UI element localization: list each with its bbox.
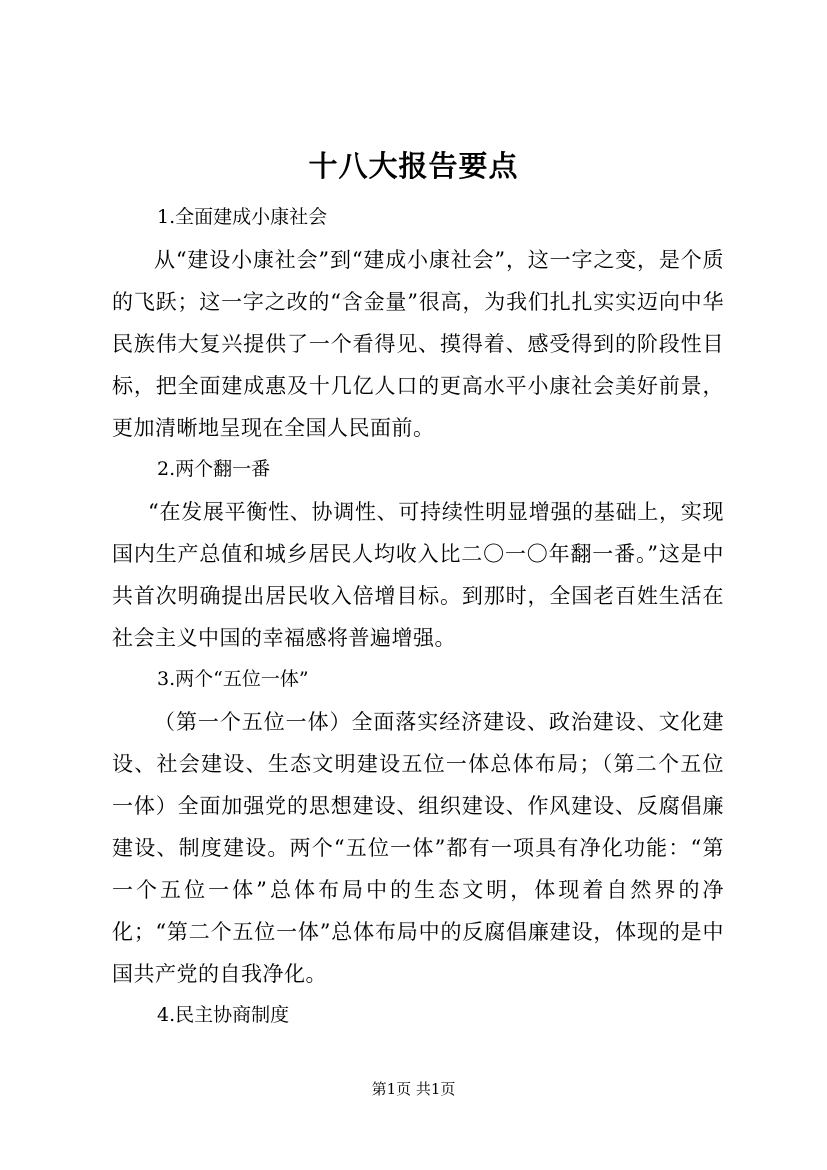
section-heading-2: 2.两个翻一番: [157, 458, 271, 480]
section-paragraph-3: （第一个五位一体）全面落实经济建设、政治建设、文化建设、社会建设、生态文明建设五位一体总体布局；（第二个五位一体）全面加强党的思想建设、组织建设、作风建设、反腐倡廉建设、制度建设。两个“五位一体”都有一项具有净化功能：“第一个五位一体”总体布局中的生态文明，体现着自然界的净化；“第二个五位一体”总体布局中的反腐倡廉建设，体现的是中国共产党的自我净化。: [112, 710, 724, 986]
page-footer: 第1页 共1页: [371, 1080, 456, 1098]
document-title: 十八大报告要点: [308, 149, 519, 183]
section-heading-3: 3.两个“五位一体”: [157, 668, 309, 690]
document-body: [112, 197, 724, 1037]
section-heading-1: 1.全面建成小康社会: [157, 206, 328, 228]
section-heading-4: 4.民主协商制度: [157, 1004, 290, 1026]
section-paragraph-1: 从“建设小康社会”到“建成小康社会”，这一字之变，是个质的飞跃；这一字之改的“含金量”很高，为我们扎扎实实迈向中华民族伟大复兴提供了一个看得见、摸得着、感受得到的阶段性目标，把全面建成惠及十几亿人口的更高水平小康社会美好前景，更加清晰地呈现在全国人民面前。: [112, 248, 724, 440]
section-paragraph-2: “在发展平衡性、协调性、可持续性明显增强的基础上，实现国内生产总值和城乡居民人均收入比二〇一〇年翻一番。”这是中共首次明确提出居民收入倍增目标。到那时，全国老百姓生活在社会主义中国的幸福感将普遍增强。: [112, 500, 724, 650]
